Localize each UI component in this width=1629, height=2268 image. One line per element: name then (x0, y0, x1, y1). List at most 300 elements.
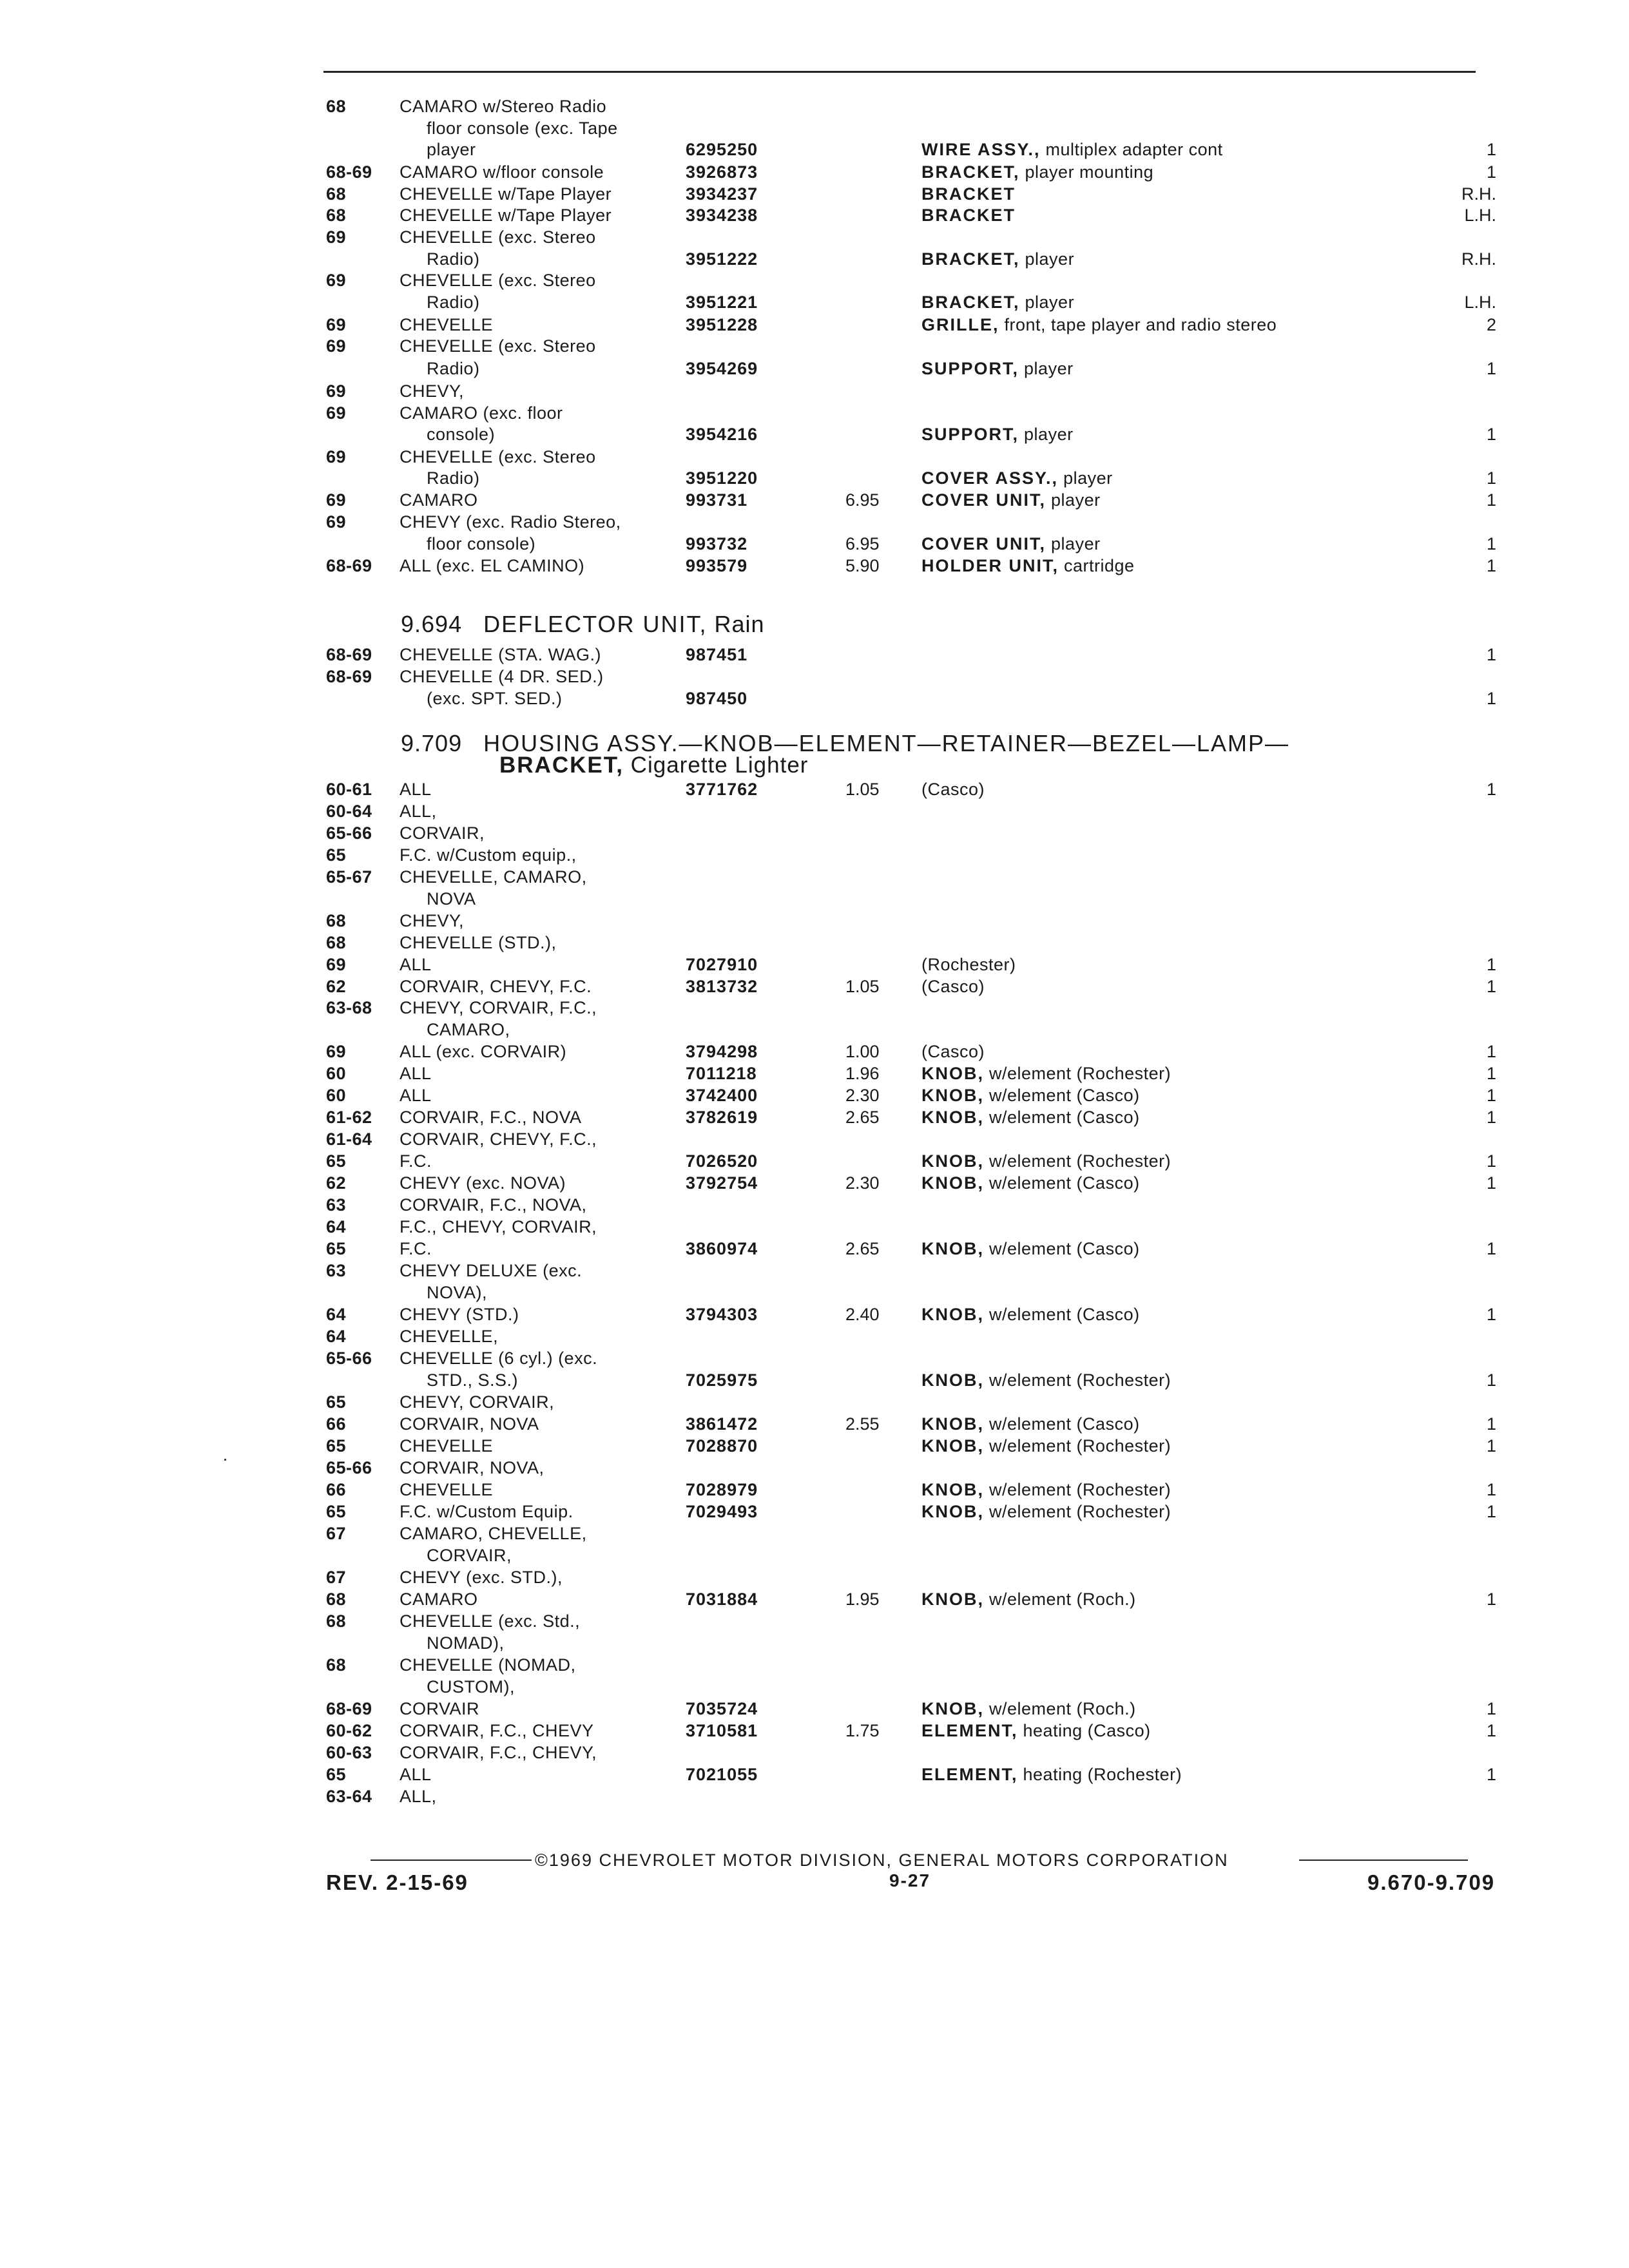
part-detail: (Casco) (921, 977, 985, 996)
quantity: 1 (1486, 1699, 1496, 1718)
model-year: 60 (326, 1086, 347, 1105)
model-year: 63-68 (326, 998, 372, 1017)
part-name: KNOB, (921, 1173, 984, 1193)
part-row (0, 1610, 1629, 1632)
application: ALL (exc. EL CAMINO) (400, 556, 585, 575)
model-year: 68 (326, 1655, 347, 1675)
application: CHEVELLE w/Tape Player (400, 206, 612, 225)
description (921, 533, 1101, 555)
price: 1.96 (845, 1064, 880, 1083)
part-row (0, 1062, 1629, 1084)
part-detail: w/element (Casco) (984, 1414, 1140, 1434)
model-year: 68 (326, 97, 347, 116)
part-name: BRACKET, (921, 249, 1020, 269)
part-number: 7026520 (686, 1151, 758, 1171)
quantity: L.H. (1464, 206, 1496, 225)
part-number: 3951221 (686, 293, 758, 312)
part-row (0, 291, 1629, 313)
part-row (0, 533, 1629, 555)
part-row (0, 1019, 1629, 1041)
model-year: 69 (326, 227, 347, 247)
part-name: BRACKET (921, 184, 1016, 204)
price: 2.40 (845, 1305, 880, 1324)
part-row (0, 644, 1629, 666)
model-year: 69 (326, 490, 347, 510)
model-year: 60-63 (326, 1743, 372, 1762)
description (921, 1172, 1140, 1194)
part-row (0, 358, 1629, 380)
part-row (0, 666, 1629, 687)
model-year: 65 (326, 1765, 347, 1784)
part-number: 7021055 (686, 1765, 758, 1784)
part-name: GRILLE, (921, 315, 999, 334)
price: 1.75 (845, 1721, 880, 1740)
part-number: 3794303 (686, 1305, 758, 1324)
model-year: 60-64 (326, 802, 372, 821)
application: CORVAIR, CHEVY, F.C., (400, 1129, 597, 1149)
quantity: 1 (1486, 1086, 1496, 1105)
part-row (0, 687, 1629, 709)
application: floor console (exc. Tape (427, 119, 618, 138)
quantity: 1 (1486, 1590, 1496, 1609)
application: CORVAIR, NOVA, (400, 1458, 545, 1477)
part-row (0, 204, 1629, 226)
price: 1.00 (845, 1042, 880, 1061)
part-number: 3951222 (686, 249, 758, 269)
application: Radio) (427, 293, 480, 312)
model-year: 64 (326, 1305, 347, 1324)
part-number: 3813732 (686, 977, 758, 996)
part-row (0, 1544, 1629, 1566)
part-detail: w/element (Rochester) (984, 1370, 1171, 1390)
application: F.C. (400, 1151, 432, 1171)
part-row (0, 910, 1629, 932)
application: (exc. SPT. SED.) (427, 689, 563, 708)
model-year: 65 (326, 1392, 347, 1412)
application: CHEVELLE (exc. Stereo (400, 271, 596, 290)
part-detail: w/element (Casco) (984, 1108, 1140, 1127)
model-year: 65-67 (326, 867, 372, 887)
application: CAMARO (400, 1590, 478, 1609)
application: CORVAIR, CHEVY, F.C. (400, 977, 592, 996)
model-year: 62 (326, 977, 347, 996)
application: Radio) (427, 468, 480, 488)
quantity: 1 (1486, 645, 1496, 664)
quantity: 1 (1486, 955, 1496, 974)
copyright-line: ©1969 CHEVROLET MOTOR DIVISION, GENERAL MOTORS CORPORATION (535, 1850, 1229, 1870)
model-year: 65-66 (326, 823, 372, 843)
application: CORVAIR, F.C., NOVA, (400, 1195, 587, 1215)
application: NOVA (427, 889, 476, 908)
application: CHEVELLE (exc. Stereo (400, 336, 596, 356)
part-name: KNOB, (921, 1502, 984, 1521)
part-row (0, 117, 1629, 139)
part-number: 7035724 (686, 1699, 758, 1718)
application: CORVAIR, (427, 1546, 512, 1565)
quantity: 1 (1486, 1108, 1496, 1127)
section-heading-deflector (401, 611, 765, 638)
model-year: 63-64 (326, 1787, 372, 1806)
part-row (0, 183, 1629, 205)
application: ALL (400, 1765, 432, 1784)
part-row (0, 555, 1629, 577)
application: F.C. (400, 1239, 432, 1258)
description (921, 358, 1074, 380)
part-row (0, 423, 1629, 445)
part-detail: (Casco) (921, 1042, 985, 1061)
description (921, 314, 1277, 336)
quantity: 1 (1486, 556, 1496, 575)
quantity: 1 (1486, 1151, 1496, 1171)
section-subtitle: Rain (707, 611, 765, 637)
model-year: 61-62 (326, 1108, 372, 1127)
description (921, 204, 1016, 226)
description (921, 489, 1101, 511)
part-detail: w/element (Casco) (984, 1305, 1140, 1324)
part-row (0, 139, 1629, 160)
scan-speck (224, 1459, 226, 1461)
description (921, 1413, 1140, 1435)
application: CAMARO, CHEVELLE, (400, 1524, 587, 1543)
application: CAMARO (exc. floor (400, 403, 563, 423)
part-name: KNOB, (921, 1414, 984, 1434)
section-number: 9.694 (401, 611, 463, 637)
part-number: 3954269 (686, 359, 758, 378)
description (921, 1720, 1151, 1742)
part-name: BRACKET, (921, 293, 1020, 312)
part-number: 3771762 (686, 780, 758, 799)
part-row (0, 1676, 1629, 1698)
part-name: KNOB, (921, 1590, 984, 1609)
application: ALL, (400, 1787, 437, 1806)
part-number: 993579 (686, 556, 748, 575)
description (921, 183, 1016, 205)
part-number: 3710581 (686, 1721, 758, 1740)
part-row (0, 1654, 1629, 1676)
part-detail: (Rochester) (921, 955, 1016, 974)
section-subtitle: Cigarette Lighter (623, 753, 809, 778)
model-year: 68 (326, 1590, 347, 1609)
part-detail: (Casco) (921, 780, 985, 799)
quantity: L.H. (1464, 293, 1496, 312)
application: CHEVY (exc. Radio Stereo, (400, 512, 621, 532)
application: CHEVY, CORVAIR, F.C., (400, 998, 597, 1017)
description (921, 1106, 1140, 1128)
section-heading-housing-line2 (499, 753, 808, 778)
part-row (0, 975, 1629, 997)
part-number: 3934238 (686, 206, 758, 225)
description (921, 467, 1113, 489)
description (921, 778, 985, 800)
application: CHEVELLE (400, 1436, 494, 1456)
quantity: 1 (1486, 1042, 1496, 1061)
price: 6.95 (845, 534, 880, 553)
quantity: 1 (1486, 689, 1496, 708)
part-row (0, 1413, 1629, 1435)
part-row (0, 1435, 1629, 1457)
application: ALL (400, 955, 432, 974)
application: CHEVELLE (exc. Stereo (400, 227, 596, 247)
model-year: 63 (326, 1261, 347, 1280)
model-year: 68-69 (326, 1699, 372, 1718)
application: Radio) (427, 249, 480, 269)
part-row (0, 778, 1629, 800)
part-row (0, 1720, 1629, 1742)
application: CORVAIR, F.C., CHEVY, (400, 1743, 597, 1762)
quantity: 1 (1486, 1480, 1496, 1499)
part-detail: w/element (Casco) (984, 1239, 1140, 1258)
model-year: 65 (326, 845, 347, 865)
part-name: KNOB, (921, 1436, 984, 1456)
part-detail: heating (Casco) (1017, 1721, 1151, 1740)
price: 2.65 (845, 1108, 880, 1127)
part-name: HOLDER UNIT, (921, 556, 1059, 575)
application: CORVAIR (400, 1699, 480, 1718)
part-row (0, 1106, 1629, 1128)
part-row (0, 1523, 1629, 1544)
part-detail: multiplex adapter cont (1040, 140, 1223, 159)
application: CHEVELLE (NOMAD, (400, 1655, 576, 1675)
description (921, 161, 1153, 183)
description (921, 1084, 1140, 1106)
part-row (0, 1084, 1629, 1106)
part-name: KNOB, (921, 1480, 984, 1499)
application: NOMAD), (427, 1633, 505, 1653)
quantity: 1 (1486, 780, 1496, 799)
description (921, 248, 1074, 270)
part-row (0, 844, 1629, 866)
part-row (0, 269, 1629, 291)
part-row (0, 1347, 1629, 1369)
application: CHEVY, (400, 911, 465, 930)
model-year: 64 (326, 1217, 347, 1236)
part-detail: w/element (Rochester) (984, 1480, 1171, 1499)
part-number: 6295250 (686, 140, 758, 159)
application: CHEVY, CORVAIR, (400, 1392, 555, 1412)
description (921, 291, 1074, 313)
part-name: COVER UNIT, (921, 490, 1046, 510)
model-year: 67 (326, 1568, 347, 1587)
description (921, 1698, 1136, 1720)
quantity: 1 (1486, 1765, 1496, 1784)
part-row (0, 1128, 1629, 1150)
quantity: 1 (1486, 468, 1496, 488)
description (921, 1435, 1171, 1457)
part-name: KNOB, (921, 1239, 984, 1258)
part-detail: w/element (Casco) (984, 1173, 1140, 1193)
model-year: 62 (326, 1173, 347, 1193)
part-row (0, 1566, 1629, 1588)
model-year: 68 (326, 933, 347, 952)
section-title: HOUSING ASSY.—KNOB—ELEMENT—RETAINER—BEZEL—LAMP— (483, 730, 1290, 756)
model-year: 66 (326, 1480, 347, 1499)
quantity: 2 (1486, 315, 1496, 334)
part-row (0, 1216, 1629, 1238)
model-year: 68 (326, 911, 347, 930)
part-name: KNOB, (921, 1064, 984, 1083)
part-number: 7029493 (686, 1502, 758, 1521)
price: 6.95 (845, 490, 880, 510)
application: ALL (400, 1086, 432, 1105)
part-row (0, 1303, 1629, 1325)
part-number: 7028979 (686, 1480, 758, 1499)
part-number: 7025975 (686, 1370, 758, 1390)
model-year: 69 (326, 381, 347, 401)
part-row (0, 95, 1629, 117)
revision-date: REV. 2-15-69 (326, 1870, 468, 1894)
description (921, 423, 1074, 445)
model-year: 69 (326, 447, 347, 466)
application: STD., S.S.) (427, 1370, 519, 1390)
quantity: 1 (1486, 1436, 1496, 1456)
part-number: 3792754 (686, 1173, 758, 1193)
model-year: 69 (326, 403, 347, 423)
price: 1.05 (845, 977, 880, 996)
application: CORVAIR, NOVA (400, 1414, 539, 1434)
application: player (427, 140, 476, 159)
application: CHEVY (exc. STD.), (400, 1568, 563, 1587)
part-detail: w/element (Rochester) (984, 1436, 1171, 1456)
part-row (0, 1282, 1629, 1303)
part-name: SUPPORT, (921, 359, 1019, 378)
price: 1.95 (845, 1590, 880, 1609)
description (921, 1369, 1171, 1391)
part-number: 3782619 (686, 1108, 758, 1127)
model-year: 65-66 (326, 1458, 372, 1477)
application: floor console) (427, 534, 536, 553)
part-detail: player (1058, 468, 1113, 488)
quantity: 1 (1486, 534, 1496, 553)
application: CORVAIR, F.C., NOVA (400, 1108, 582, 1127)
part-detail: player (1019, 293, 1075, 312)
part-name: ELEMENT, (921, 1721, 1018, 1740)
part-detail: player (1046, 490, 1101, 510)
part-number: 3954216 (686, 425, 758, 444)
part-detail: player (1019, 249, 1075, 269)
quantity: 1 (1486, 1239, 1496, 1258)
model-year: 63 (326, 1195, 347, 1215)
model-year: 65 (326, 1151, 347, 1171)
part-detail: player (1046, 534, 1101, 553)
description (921, 1303, 1140, 1325)
part-number: 993732 (686, 534, 748, 553)
quantity: 1 (1486, 1064, 1496, 1083)
quantity: 1 (1486, 359, 1496, 378)
description (921, 1150, 1171, 1172)
model-year: 61-64 (326, 1129, 372, 1149)
part-row (0, 1698, 1629, 1720)
description (921, 139, 1223, 160)
part-row (0, 866, 1629, 888)
model-year: 65 (326, 1436, 347, 1456)
price: 5.90 (845, 556, 880, 575)
part-row (0, 1172, 1629, 1194)
model-year: 68-69 (326, 645, 372, 664)
part-number: 7027910 (686, 955, 758, 974)
quantity: 1 (1486, 1305, 1496, 1324)
quantity: 1 (1486, 1502, 1496, 1521)
part-row (0, 1238, 1629, 1260)
quantity: 1 (1486, 140, 1496, 159)
part-name: SUPPORT, (921, 425, 1019, 444)
part-row (0, 1369, 1629, 1391)
part-row (0, 1457, 1629, 1479)
quantity: 1 (1486, 1173, 1496, 1193)
model-year: 65 (326, 1502, 347, 1521)
quantity: R.H. (1461, 249, 1496, 269)
part-row (0, 1479, 1629, 1501)
part-number: 3860974 (686, 1239, 758, 1258)
part-row (0, 1763, 1629, 1785)
group-range: 9.670-9.709 (1367, 1870, 1496, 1894)
application: ALL (400, 1064, 432, 1083)
part-number: 987451 (686, 645, 748, 664)
part-detail: cartridge (1059, 556, 1135, 575)
part-row (0, 1041, 1629, 1062)
application: CHEVELLE (exc. Std., (400, 1611, 581, 1631)
quantity: 1 (1486, 977, 1496, 996)
part-number: 987450 (686, 689, 748, 708)
quantity: 1 (1486, 1414, 1496, 1434)
part-name: BRACKET (921, 206, 1016, 225)
price: 2.30 (845, 1173, 880, 1193)
application: F.C. w/Custom Equip. (400, 1502, 574, 1521)
part-row (0, 1150, 1629, 1172)
application: CORVAIR, F.C., CHEVY (400, 1721, 594, 1740)
part-row (0, 1391, 1629, 1413)
model-year: 68 (326, 184, 347, 204)
application: Radio) (427, 359, 480, 378)
application: F.C. w/Custom equip., (400, 845, 577, 865)
part-row (0, 446, 1629, 468)
part-row (0, 380, 1629, 402)
part-name: BRACKET, (921, 162, 1020, 182)
description (921, 1501, 1171, 1523)
model-year: 68-69 (326, 162, 372, 182)
description (921, 1062, 1171, 1084)
quantity: 1 (1486, 1721, 1496, 1740)
part-number: 7028870 (686, 1436, 758, 1456)
model-year: 65-66 (326, 1349, 372, 1368)
part-row (0, 1742, 1629, 1763)
part-row (0, 800, 1629, 822)
application: CHEVY DELUXE (exc. (400, 1261, 583, 1280)
model-year: 69 (326, 1042, 347, 1061)
application: ALL (400, 780, 432, 799)
part-detail: w/element (Roch.) (984, 1590, 1136, 1609)
application: CHEVELLE (400, 315, 494, 334)
price: 2.65 (845, 1239, 880, 1258)
part-detail: w/element (Roch.) (984, 1699, 1136, 1718)
price: 2.30 (845, 1086, 880, 1105)
quantity: 1 (1486, 162, 1496, 182)
model-year: 65 (326, 1239, 347, 1258)
model-year: 69 (326, 955, 347, 974)
application: ALL (exc. CORVAIR) (400, 1042, 567, 1061)
part-detail: w/element (Rochester) (984, 1151, 1171, 1171)
description (921, 1588, 1136, 1610)
part-row (0, 1194, 1629, 1216)
application: CUSTOM), (427, 1677, 515, 1696)
part-detail: w/element (Rochester) (984, 1502, 1171, 1521)
application: CHEVY (exc. NOVA) (400, 1173, 566, 1193)
part-number: 3742400 (686, 1086, 758, 1105)
application: CHEVELLE, (400, 1327, 499, 1346)
quantity: 1 (1486, 425, 1496, 444)
part-detail: w/element (Rochester) (984, 1064, 1171, 1083)
application: console) (427, 425, 496, 444)
model-year: 68 (326, 206, 347, 225)
